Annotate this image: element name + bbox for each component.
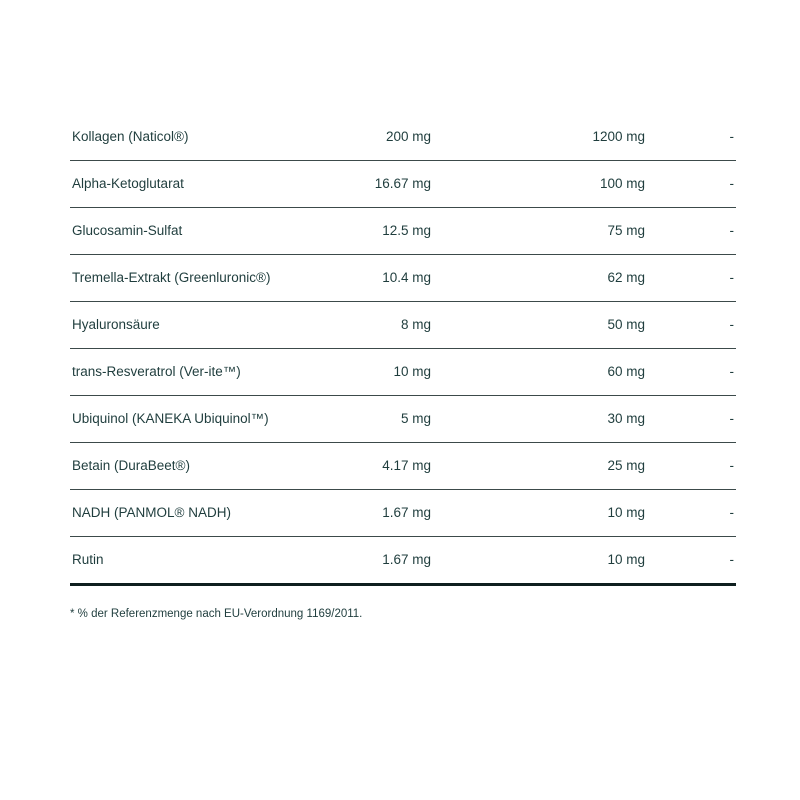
dose-per-serving: 200 mg [385, 129, 431, 144]
ingredient-name: Tremella-Extrakt (Greenluronic®) [72, 270, 271, 285]
reference-value: - [729, 458, 734, 473]
reference-value: - [729, 552, 734, 567]
reference-value: - [729, 223, 734, 238]
ingredient-name: NADH (PANMOL® NADH) [72, 505, 231, 520]
ingredient-name: trans-Resveratrol (Ver-ite™) [72, 364, 241, 379]
daily-dose: 30 mg [607, 411, 645, 426]
reference-value: - [729, 411, 734, 426]
daily-dose: 10 mg [607, 505, 645, 520]
dose-per-serving: 4.17 mg [382, 458, 431, 473]
daily-dose: 1200 mg [592, 129, 645, 144]
daily-dose: 100 mg [599, 176, 645, 191]
dose-per-serving: 5 mg [400, 411, 431, 426]
dose-per-serving: 8 mg [400, 317, 431, 332]
reference-value: - [729, 176, 734, 191]
ingredient-name: Alpha-Ketoglutarat [72, 176, 184, 191]
dose-per-serving: 1.67 mg [382, 552, 431, 567]
ingredient-name: Betain (DuraBeet®) [72, 458, 190, 473]
ingredient-name: Hyaluronsäure [72, 317, 160, 332]
reference-value: - [729, 317, 734, 332]
reference-value: - [729, 270, 734, 285]
dose-per-serving: 10.4 mg [382, 270, 431, 285]
table-row [70, 161, 736, 208]
table-row [70, 396, 736, 443]
reference-value: - [729, 129, 734, 144]
table-row [70, 349, 736, 396]
table-row [70, 490, 736, 537]
table-row [70, 255, 736, 302]
daily-dose: 60 mg [607, 364, 645, 379]
table-row [70, 443, 736, 490]
daily-dose: 25 mg [607, 458, 645, 473]
ingredient-name: Ubiquinol (KANEKA Ubiquinol™) [72, 411, 269, 426]
ingredient-name: Rutin [72, 552, 104, 567]
table-row [70, 208, 736, 255]
reference-value: - [729, 364, 734, 379]
ingredient-name: Glucosamin-Sulfat [72, 223, 183, 238]
ingredient-name: Kollagen (Naticol®) [72, 129, 189, 144]
dose-per-serving: 1.67 mg [382, 505, 431, 520]
dose-per-serving: 16.67 mg [374, 176, 431, 191]
daily-dose: 10 mg [607, 552, 645, 567]
nutrient-table [70, 114, 736, 586]
table-row [70, 537, 736, 586]
daily-dose: 50 mg [607, 317, 645, 332]
table-row [70, 114, 736, 161]
daily-dose: 62 mg [607, 270, 645, 285]
table-row [70, 302, 736, 349]
footnote: * % der Referenzmenge nach EU-Verordnung 1169/2011. [70, 608, 363, 620]
daily-dose: 75 mg [607, 223, 645, 238]
dose-per-serving: 12.5 mg [382, 223, 431, 238]
reference-value: - [729, 505, 734, 520]
dose-per-serving: 10 mg [393, 364, 431, 379]
